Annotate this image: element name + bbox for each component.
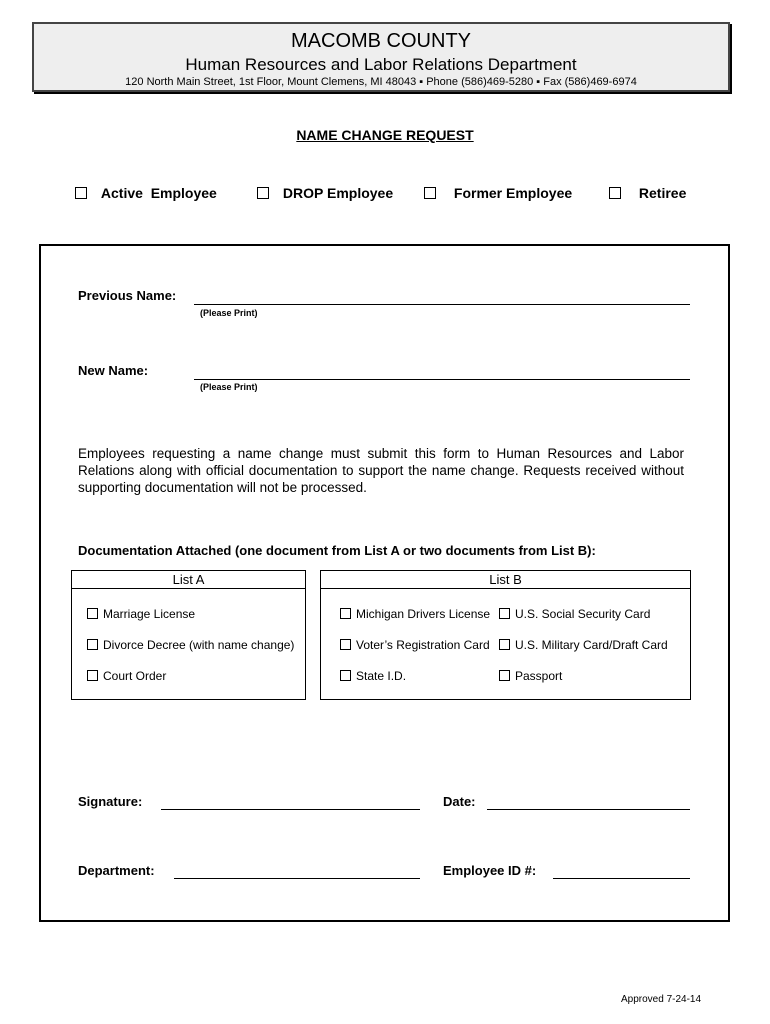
employee-type-retiree[interactable] [609, 185, 686, 201]
checkbox-icon[interactable] [499, 639, 510, 650]
date-label: Date: [443, 794, 476, 809]
checkbox-icon[interactable] [340, 670, 351, 681]
doc-divorce-decree[interactable] [87, 638, 294, 652]
doc-label: Passport [515, 669, 563, 683]
new-name-note: (Please Print) [200, 382, 258, 392]
list-b-title: List B [321, 571, 690, 589]
date-field[interactable] [487, 809, 690, 810]
list-a-title: List A [72, 571, 305, 589]
header-box [32, 22, 730, 92]
new-name-label: New Name: [78, 363, 149, 378]
employee-type-active[interactable] [75, 185, 217, 201]
doc-label: Michigan Drivers License [356, 607, 491, 621]
doc-label: State I.D. [356, 669, 407, 683]
doc-label: U.S. Military Card/Draft Card [515, 638, 668, 652]
signature-label: Signature: [78, 794, 143, 809]
employee-id-field[interactable] [553, 878, 690, 879]
previous-name-field[interactable] [194, 304, 690, 305]
checkbox-icon[interactable] [87, 608, 98, 619]
checkbox-icon[interactable] [75, 187, 87, 199]
doc-marriage-license[interactable] [87, 607, 195, 621]
org-name: MACOMB COUNTY [291, 30, 471, 52]
previous-name-label: Previous Name: [78, 288, 177, 303]
checkbox-icon[interactable] [424, 187, 436, 199]
approval-date: Approved 7-24-14 [621, 994, 702, 1005]
doc-label: Court Order [103, 669, 167, 683]
employee-type-label: Active Employee [100, 185, 217, 201]
employee-type-label: DROP Employee [282, 185, 394, 201]
checkbox-icon[interactable] [87, 670, 98, 681]
address-line: 120 North Main Street, 1st Floor, Mount Clemens, MI 48043 ▪ Phone (586)469-5280 ▪ Fax (586)469-6974 [125, 76, 637, 88]
doc-label: Marriage License [103, 607, 196, 621]
instructions-paragraph: Employees requesting a name change must submit this form to Human Resources and Labor Relations along with official documentation to support the name change. Requests received without supporting documentation will not be processed. [78, 446, 684, 495]
doc-voters-registration-card[interactable] [340, 638, 490, 652]
employee-type-label: Former Employee [453, 185, 573, 201]
checkbox-icon[interactable] [499, 670, 510, 681]
doc-label: U.S. Social Security Card [515, 607, 651, 621]
doc-passport[interactable] [499, 669, 562, 683]
doc-state-id[interactable] [340, 669, 406, 683]
doc-michigan-drivers-license[interactable] [340, 607, 490, 621]
new-name-field[interactable] [194, 379, 690, 380]
checkbox-icon[interactable] [499, 608, 510, 619]
employee-type-former[interactable] [424, 185, 572, 201]
checkbox-icon[interactable] [340, 639, 351, 650]
department-label: Department: [78, 863, 155, 878]
department-field[interactable] [174, 878, 420, 879]
checkbox-icon[interactable] [340, 608, 351, 619]
form-title: NAME CHANGE REQUEST [296, 127, 474, 143]
doc-court-order[interactable] [87, 669, 166, 683]
checkbox-icon[interactable] [257, 187, 269, 199]
employee-id-label: Employee ID #: [443, 863, 537, 878]
checkbox-icon[interactable] [87, 639, 98, 650]
department-name: Human Resources and Labor Relations Department [185, 55, 577, 74]
doc-military-draft-card[interactable] [499, 638, 668, 652]
employee-type-drop[interactable] [257, 185, 393, 201]
doc-social-security-card[interactable] [499, 607, 650, 621]
documentation-heading: Documentation Attached (one document from List A or two documents from List B): [78, 543, 596, 558]
doc-label: Divorce Decree (with name change) [103, 638, 295, 652]
doc-label: Voter’s Registration Card [356, 638, 490, 652]
checkbox-icon[interactable] [609, 187, 621, 199]
previous-name-note: (Please Print) [200, 308, 258, 318]
signature-field[interactable] [161, 809, 420, 810]
employee-type-label: Retiree [638, 185, 687, 201]
